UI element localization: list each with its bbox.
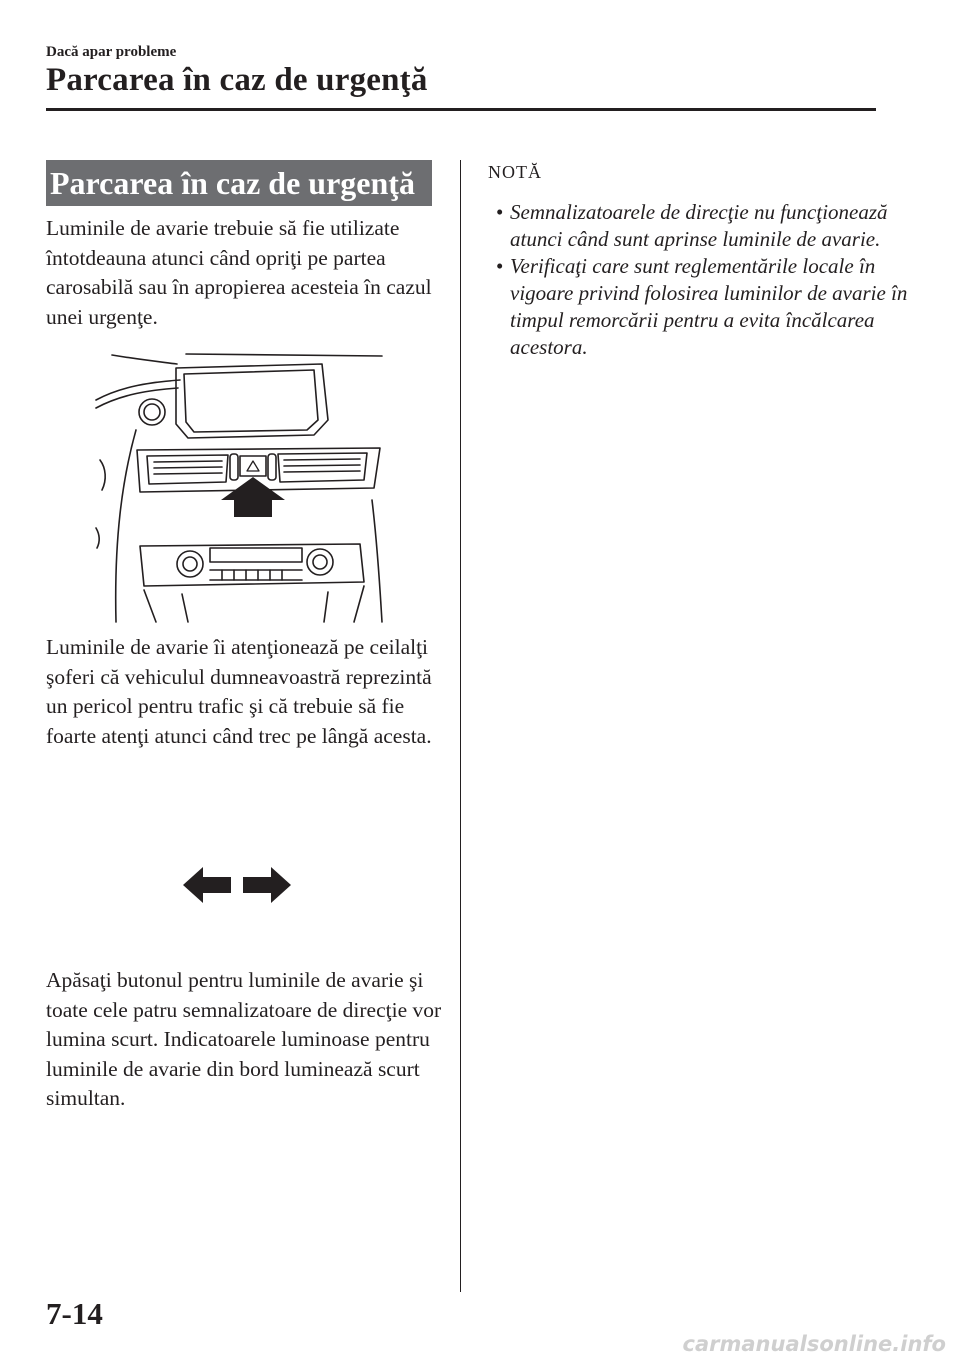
left-knob — [177, 551, 203, 577]
note-title: NOTĂ — [488, 162, 542, 182]
right-knob — [307, 549, 333, 575]
section-heading: Parcarea în caz de urgenţă — [46, 160, 432, 206]
chapter-label: Dacă apar probleme — [46, 44, 177, 60]
engine-button-icon — [139, 399, 165, 425]
dash-top-line-right — [186, 354, 382, 356]
watermark: carmanualsonline.info — [682, 1332, 946, 1356]
screen-outline — [176, 364, 328, 438]
column-divider — [460, 160, 461, 1292]
paragraph-hazard-warning: Luminile de avarie îi atenţionează pe ceilalţi şoferi că vehiculul dumneavoastră reprezintă un pericol pentru trafic şi că trebuie să fie foarte atenţi atunci când trec pe lângă acesta. — [46, 635, 432, 748]
paragraph-hazard-usage: Luminile de avarie trebuie să fie utilizate întotdeauna atunci când opriţi pe partea carosabilă sau în apropierea acesteia în cazul unei urgenţe. — [46, 216, 432, 329]
screen-inner — [184, 370, 318, 432]
left-arrow-icon — [183, 867, 231, 903]
note-item: • Semnalizatoarele de direcţie nu funcţionează atunci când sunt aprinse luminile de avarie. — [496, 200, 888, 251]
title-rule — [46, 108, 876, 111]
left-vent — [147, 455, 228, 484]
page-number: 7-14 — [46, 1296, 103, 1331]
right-vent — [278, 453, 367, 482]
hazard-button — [240, 456, 266, 476]
dashboard-hazard-button-illustration — [92, 350, 392, 625]
hazard-triangle-icon — [247, 461, 259, 471]
dash-top-line — [112, 355, 177, 364]
push-arrow-icon — [221, 477, 285, 517]
bullet-icon: • — [496, 254, 504, 278]
bullet-icon: • — [496, 200, 504, 224]
note-list — [490, 199, 910, 361]
page-title: Parcarea în caz de urgenţă — [46, 62, 428, 98]
turn-signal-arrows-icon — [183, 865, 293, 905]
paragraph-hazard-button: Apăsaţi butonul pentru luminile de avarie şi toate cele patru semnalizatoare de direcţie vor lumina scurt. Indicatoarele luminoase pentru luminile de avarie din bord luminează scurt simultan. — [46, 968, 442, 1110]
right-arrow-icon — [243, 867, 291, 903]
note-item: • Verificaţi care sunt reglementările locale în vigoare privind folosirea luminilor de avarie în timpul remorcării pentru a evita încălcarea acestora. — [496, 254, 908, 359]
